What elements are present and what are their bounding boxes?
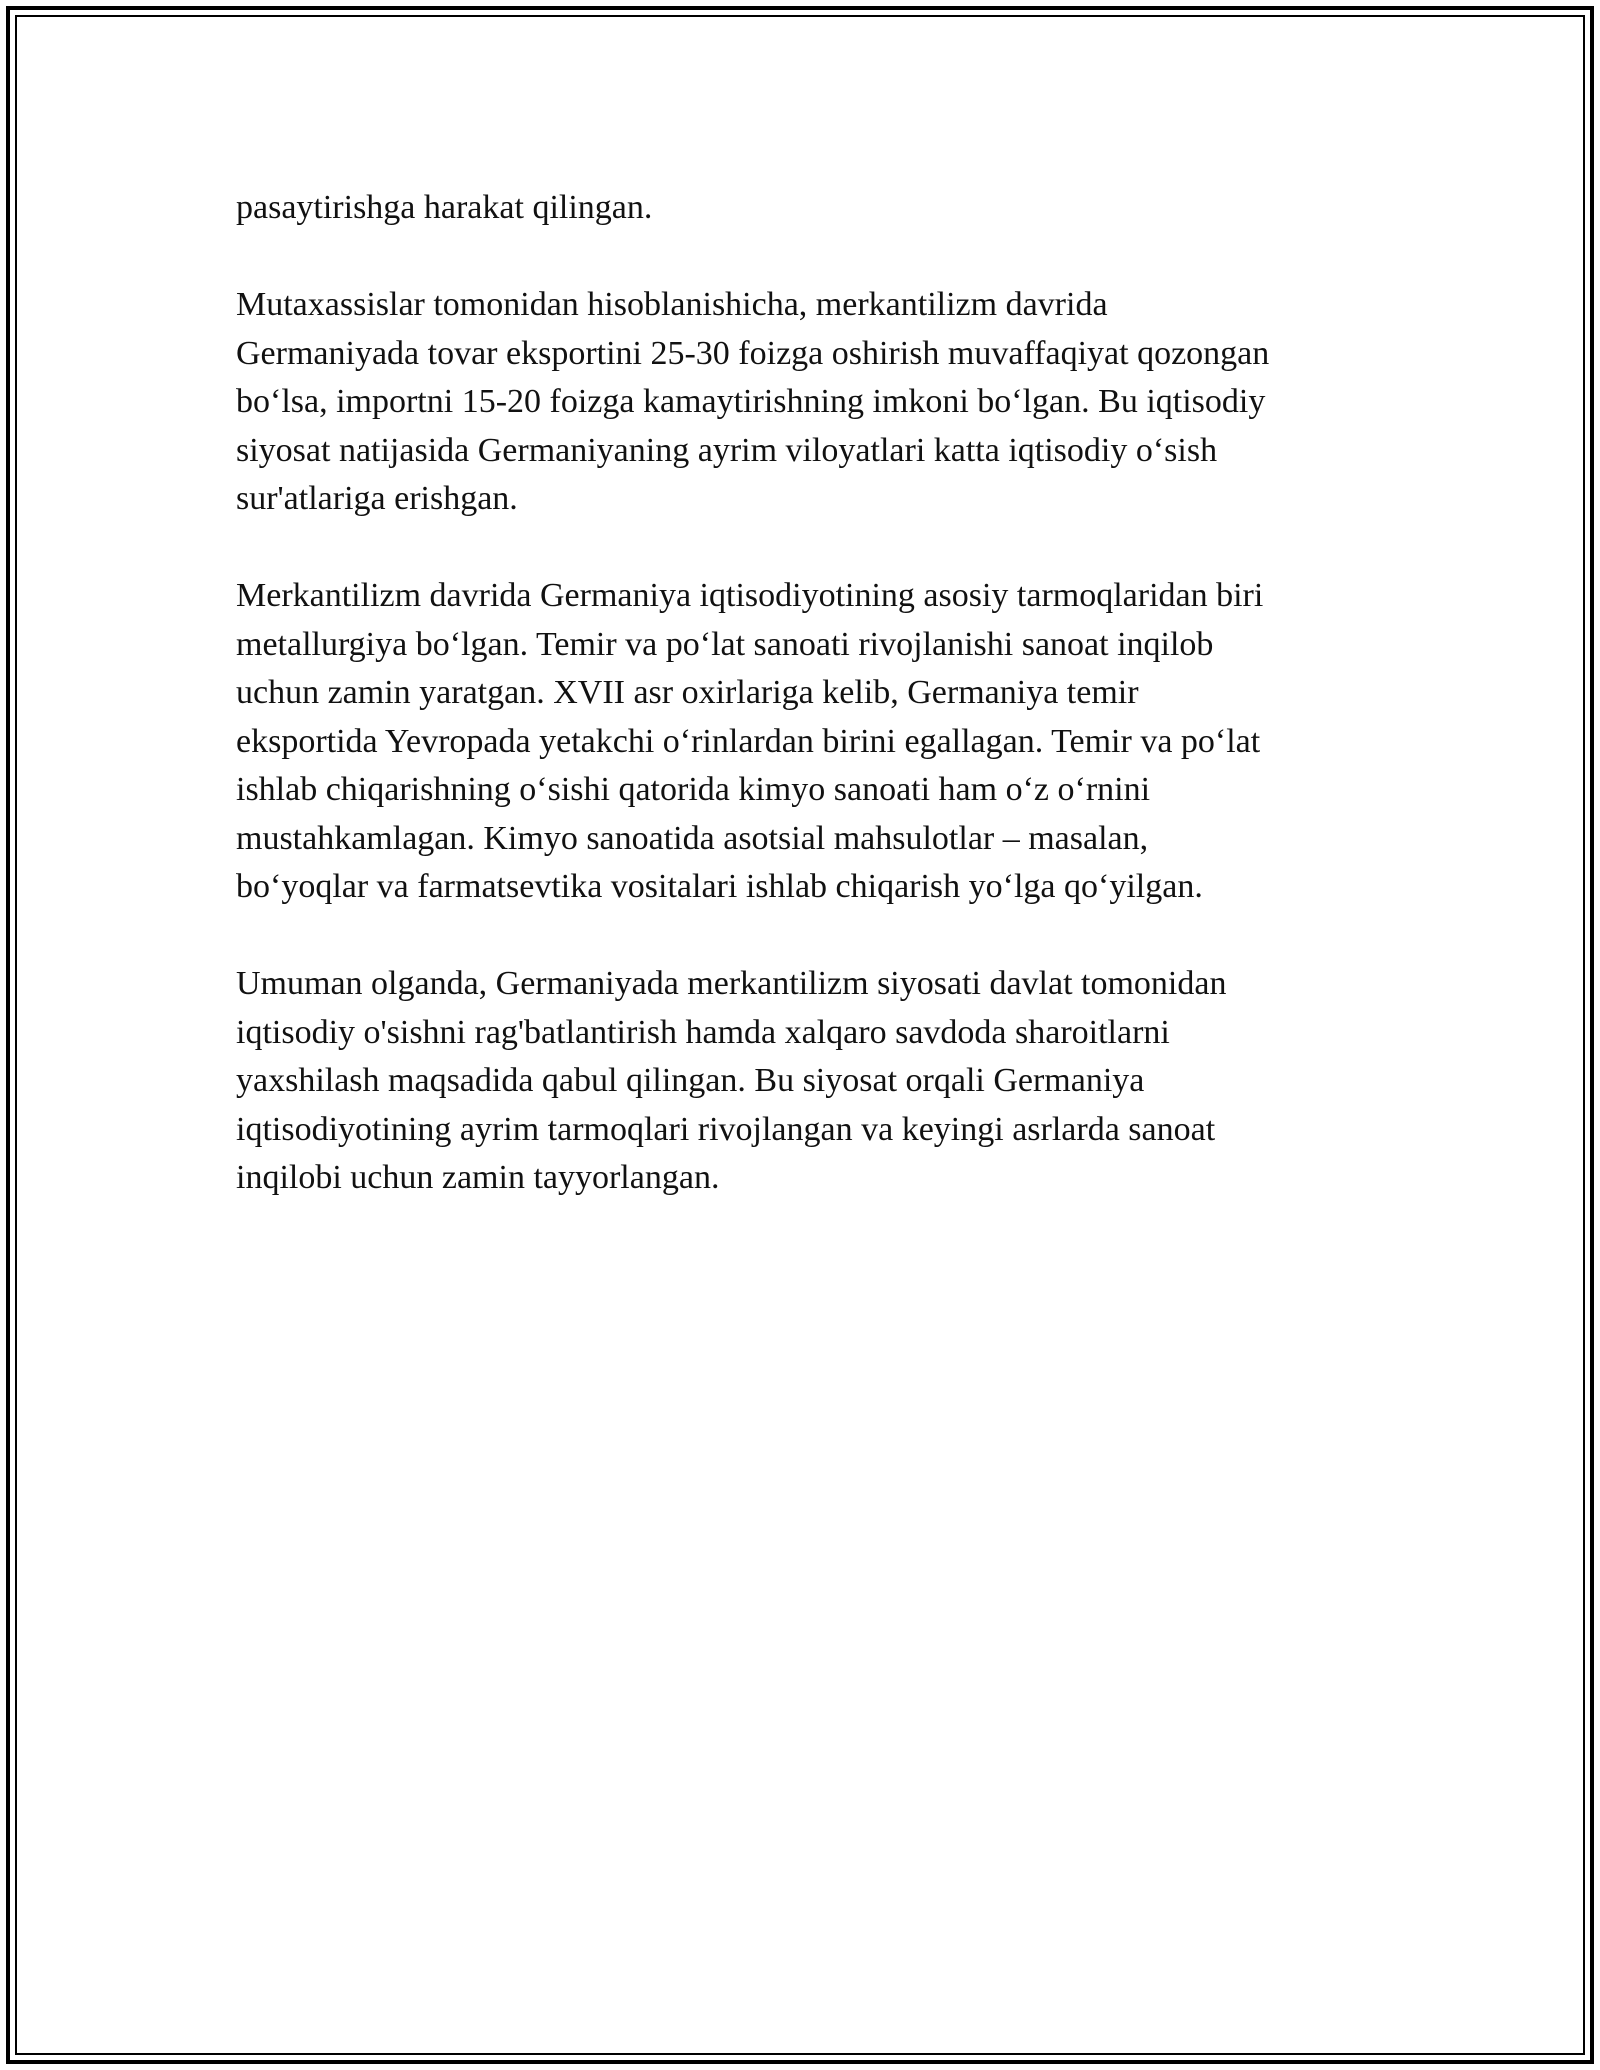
- paragraph-continuation: pasaytirishga harakat qilingan.: [236, 189, 653, 226]
- paragraph-export-import: Mutaxassislar tomonidan hisoblanishicha, merkantilizm davrida Germaniyada tovar eksportini 25-30 foizga oshirish muvaffaqiyat qozongan bo‘lsa, importni 15-20 foizga kamaytirishning imkoni bo‘lgan. Bu iqtisodiy siyosat natijasida Germaniyaning ayrim viloyatlari katta iqtisodiy o‘sish sur'atlariga erishgan.: [236, 286, 1270, 517]
- paragraph-metallurgy: Merkantilizm davrida Germaniya iqtisodiyotining asosiy tarmoqlaridan biri metallurgiya bo‘lgan. Temir va po‘lat sanoati rivojlanishi sanoat inqilob uchun zamin yaratgan. XVII asr oxirlariga kelib, Germaniya temir eksportida Yevropada yetakchi o‘rinlardan birini egallagan. Temir va po‘lat ishlab chiqarishning o‘sishi qatorida kimyo sanoati ham o‘z o‘rnini mustahkamlagan. Kimyo sanoatida asotsial mahsulotlar – masalan, bo‘yoqlar va farmatsevtika vositalari ishlab chiqarish yo‘lga qo‘yilgan.: [236, 577, 1264, 905]
- paragraph-conclusion: Umuman olganda, Germaniyada merkantilizm siyosati davlat tomonidan iqtisodiy o'sishni rag'batlantirish hamda xalqaro savdoda sharoitlarni yaxshilash maqsadida qabul qilingan. Bu siyosat orqali Germaniya iqtisodiyotining ayrim tarmoqlari rivojlangan va keyingi asrlarda sanoat inqilobi uchun zamin tayyorlangan.: [236, 965, 1227, 1196]
- page-body: [236, 184, 1376, 1251]
